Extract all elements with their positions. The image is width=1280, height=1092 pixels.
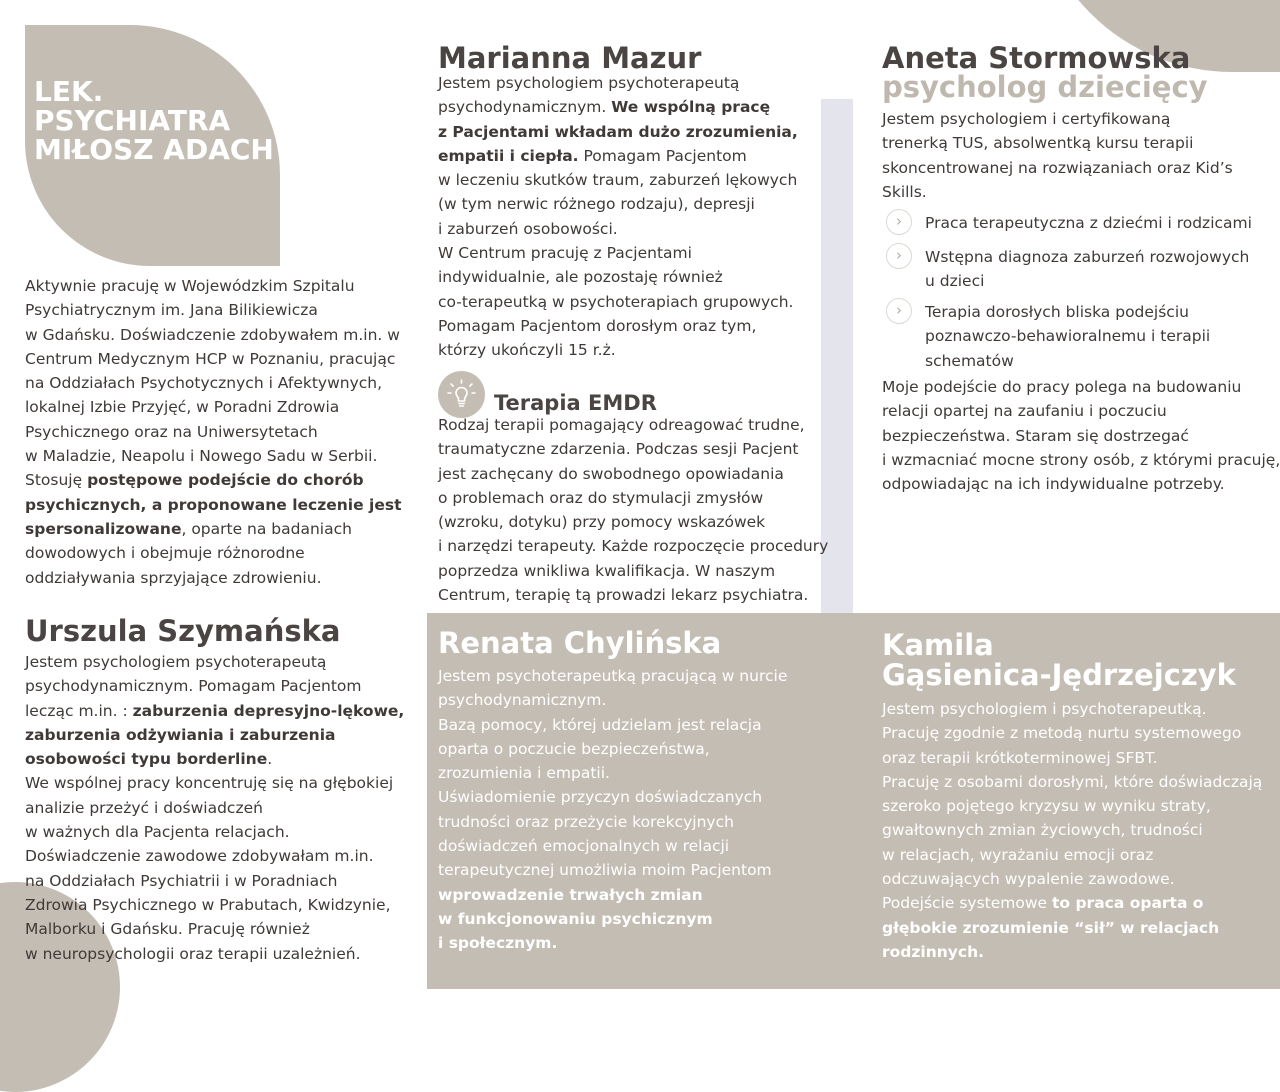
- text-line: na Oddziałach Psychiatrii i w Poradniach: [25, 871, 338, 890]
- text-line: w Gdańsku. Doświadczenie zdobywałem m.in. w: [25, 325, 400, 344]
- text-line: trenerką TUS, absolwentką kursu terapii: [882, 134, 1194, 153]
- text-line: Moje podejście do pracy polega na budowaniu: [882, 378, 1242, 396]
- text-line: Bazą pomocy, której udzielam jest relacja: [438, 715, 762, 734]
- szymanska-name: Urszula Szymańska: [25, 614, 341, 648]
- text-line: Pomagam Pacjentom dorosłym oraz tym,: [438, 316, 757, 335]
- text-line: relacji opartej na zaufaniu i poczuciu: [882, 402, 1167, 421]
- text-line: co-terapeutką w psychoterapiach grupowych.: [438, 292, 794, 311]
- lightbulb-icon: [438, 371, 485, 418]
- list-item-text: [925, 211, 1252, 235]
- text-line: traumatyczne zdarzenia. Podczas sesji Pacjent: [438, 440, 799, 459]
- text-line: rodzinnych.: [882, 942, 985, 961]
- text-line: odpowiadając na ich indywidualne potrzeby.: [882, 475, 1225, 494]
- gasienica-bio: [882, 697, 1262, 964]
- text-line: (wzroku, dotyku) przy pomocy wskazówek: [438, 513, 766, 532]
- text-line: na Oddziałach Psychotycznych i Afektywnych,: [25, 374, 383, 393]
- text-line: gwałtownych zmian życiowych, trudności: [882, 821, 1203, 840]
- list-item-text: [925, 300, 1210, 373]
- text-line: poprzedza wnikliwa kwalifikacja. W naszym: [438, 561, 776, 580]
- text-line: We wspólnej pracy koncentruję się na głębokiej: [25, 774, 394, 793]
- text-line: spersonalizowane, oparte na badaniach: [25, 519, 352, 538]
- chylinska-bio: [438, 664, 787, 956]
- text-line: Jestem psychologiem psychoterapeutą: [25, 653, 327, 671]
- mazur-name: Marianna Mazur: [438, 41, 702, 75]
- text-line: poznawczo-behawioralnemu i terapii: [925, 327, 1211, 346]
- text-line: Skills.: [882, 182, 927, 201]
- text-line: Terapia dorosłych bliska podejściu: [925, 303, 1189, 321]
- text-line: dowodowych i obejmuje różnorodne: [25, 544, 305, 563]
- text-line: psychodynamicznym. We wspólną pracę: [438, 98, 771, 117]
- text-line: indywidualnie, ale pozostaję również: [438, 268, 723, 287]
- text-line: oddziaływania sprzyjające zdrowieniu.: [25, 568, 322, 587]
- text-line: Stosuję postępowe podejście do chorób: [25, 471, 364, 490]
- text-line: terapeutycznej umożliwia moim Pacjentom: [438, 861, 772, 880]
- text-line: schematów: [925, 351, 1014, 370]
- text-line: Malborku i Gdańsku. Pracuję również: [25, 920, 310, 939]
- text-line: i wzmacniać mocne strony osób, z którymi pracuję,: [882, 450, 1280, 469]
- text-line: i społecznym.: [438, 934, 558, 953]
- text-line: odczuwających wypalenie zawodowe.: [882, 870, 1175, 889]
- chylinska-name: Renata Chylińska: [438, 626, 722, 660]
- text-line: trudności oraz przeżycie korekcyjnych: [438, 812, 734, 831]
- text-line: Praca terapeutyczna z dziećmi i rodzicami: [925, 214, 1252, 232]
- text-line: głębokie zrozumienie “sił” w relacjach: [882, 918, 1220, 937]
- text-line: u dzieci: [925, 272, 985, 291]
- text-line: analizie przeżyć i doświadczeń: [25, 798, 263, 817]
- text-line: psychodynamicznym. Pomagam Pacjentom: [25, 677, 362, 696]
- stormowska-intro: [882, 107, 1233, 204]
- text-line: doświadczeń emocjonalnych w relacji: [438, 837, 730, 856]
- text-line: oparta o poczucie bezpieczeństwa,: [438, 739, 710, 758]
- text-line: wprowadzenie trwałych zmian: [438, 885, 703, 904]
- text-line: Centrum, terapię tą prowadzi lekarz psychiatra.: [438, 586, 809, 605]
- text-line: Centrum Medycznym HCP w Poznaniu, pracując: [25, 349, 396, 368]
- stormowska-subtitle: psycholog dziecięcy: [882, 70, 1208, 104]
- chevron-right-icon: ›: [886, 209, 912, 235]
- text-line: o problemach oraz do stymulacji zmysłów: [438, 488, 764, 507]
- text-line: (w tym nerwic różnego rodzaju), depresji: [438, 195, 755, 214]
- psychiatrist-heading: LEK. PSYCHIATRA MIŁOSZ ADACH: [34, 75, 274, 166]
- stormowska-outro: [882, 375, 1280, 496]
- text-line: w Maladzie, Neapolu i Nowego Sadu w Serbii.: [25, 447, 378, 466]
- text-line: oraz terapii krótkoterminowej SFBT.: [882, 748, 1158, 767]
- text-line: w relacjach, wyrażaniu emocji oraz: [882, 845, 1154, 864]
- psychiatrist-bio: [25, 274, 401, 590]
- text-line: jest zachęcany do swobodnego opowiadania: [438, 464, 784, 483]
- text-line: i zaburzeń osobowości.: [438, 219, 618, 238]
- stormowska-name: Aneta Stormowska: [882, 41, 1191, 75]
- text-line: Jestem psychologiem psychoterapeutą: [438, 74, 740, 92]
- text-line: którzy ukończyli 15 r.ż.: [438, 341, 616, 360]
- gasienica-name: Kamila Gąsienica-Jędrzejczyk: [882, 628, 1236, 692]
- text-line: w funkcjonowaniu psychicznym: [438, 909, 713, 928]
- text-line: bezpieczeństwa. Staram się dostrzegać: [882, 426, 1189, 445]
- mazur-bio: [438, 71, 798, 363]
- text-line: Podejście systemowe to praca oparta o: [882, 894, 1204, 913]
- text-line: lokalnej Izbie Przyjęć, w Poradni Zdrowia: [25, 398, 340, 417]
- emdr-body: [438, 413, 828, 607]
- text-line: Pracuję z osobami dorosłymi, które doświadczają: [882, 772, 1263, 791]
- text-line: Uświadomienie przyczyn doświadczanych: [438, 788, 763, 807]
- text-line: osobowości typu borderline.: [25, 750, 273, 769]
- text-line: w leczeniu skutków traum, zaburzeń lękowych: [438, 171, 798, 190]
- text-line: Doświadczenie zawodowe zdobywałam m.in.: [25, 847, 374, 866]
- text-line: Zdrowia Psychicznego w Prabutach, Kwidzynie,: [25, 895, 391, 914]
- text-line: empatii i ciepła. Pomagam Pacjentom: [438, 146, 747, 165]
- text-line: Jestem psychologiem i psychoterapeutką.: [882, 700, 1207, 718]
- text-line: psychicznych, a proponowane leczenie jest: [25, 495, 402, 514]
- text-line: z Pacjentami wkładam dużo zrozumienia,: [438, 122, 798, 141]
- text-line: Jestem psychoterapeutką pracującą w nurcie: [438, 667, 788, 685]
- text-line: W Centrum pracuję z Pacjentami: [438, 244, 692, 263]
- emdr-title: Terapia EMDR: [494, 391, 657, 415]
- text-line: w ważnych dla Pacjenta relacjach.: [25, 823, 290, 842]
- text-line: lecząc m.in. : zaburzenia depresyjno-lękowe,: [25, 701, 405, 720]
- chevron-right-icon: ›: [886, 243, 912, 269]
- szymanska-bio: [25, 650, 404, 966]
- text-line: zaburzenia odżywiania i zaburzenia: [25, 725, 336, 744]
- text-line: szeroko pojętego kryzysu w wyniku straty,: [882, 797, 1211, 816]
- text-line: Pracuję zgodnie z metodą nurtu systemowego: [882, 724, 1242, 743]
- text-line: Jestem psychologiem i certyfikowaną: [882, 110, 1171, 128]
- text-line: Rodzaj terapii pomagający odreagować trudne,: [438, 416, 805, 434]
- chevron-right-icon: ›: [886, 298, 912, 324]
- text-line: Wstępna diagnoza zaburzeń rozwojowych: [925, 248, 1250, 266]
- text-line: zrozumienia i empatii.: [438, 764, 610, 783]
- text-line: Psychicznego oraz na Uniwersytetach: [25, 422, 318, 441]
- text-line: i narzędzi terapeuty. Każde rozpoczęcie procedury: [438, 537, 829, 556]
- text-line: Aktywnie pracuję w Wojewódzkim Szpitalu: [25, 277, 355, 295]
- text-line: Psychiatrycznym im. Jana Bilikiewicza: [25, 301, 318, 320]
- text-line: psychodynamicznym.: [438, 691, 607, 710]
- text-line: skoncentrowanej na rozwiązaniach oraz Kid’s: [882, 158, 1233, 177]
- text-line: w neuropsychologii oraz terapii uzależnień.: [25, 944, 361, 963]
- list-item-text: [925, 245, 1249, 294]
